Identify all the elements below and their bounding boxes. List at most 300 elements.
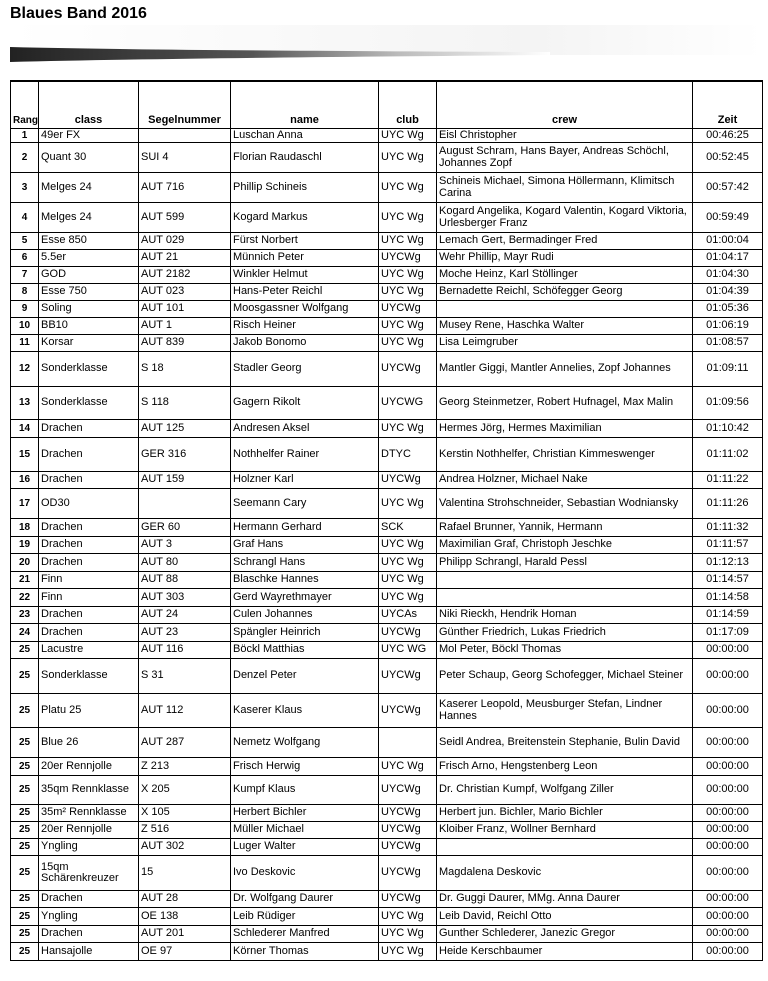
time-cell: 01:00:04	[693, 233, 763, 250]
time-cell: 00:00:00	[693, 856, 763, 891]
rank-cell: 25	[11, 642, 39, 659]
crew-cell: August Schram, Hans Bayer, Andreas Schöchl, Johannes Zopf	[437, 143, 693, 173]
sail-number-cell: S 31	[139, 659, 231, 694]
table-row	[11, 420, 763, 438]
class-cell: Platu 25	[39, 694, 139, 728]
crew-cell: Frisch Arno, Hengstenberg Leon	[437, 758, 693, 776]
crew-cell: Seidl Andrea, Breitenstein Stephanie, Bulin David	[437, 728, 693, 758]
rank-cell: 11	[11, 335, 39, 352]
class-cell: 5.5er	[39, 250, 139, 267]
sail-number-cell: AUT 1	[139, 318, 231, 335]
table-row	[11, 352, 763, 387]
class-cell: 20er Rennjolle	[39, 758, 139, 776]
club-cell: UYCWg	[379, 822, 437, 839]
sail-number-cell: AUT 88	[139, 572, 231, 589]
time-cell: 00:00:00	[693, 694, 763, 728]
crew-cell: Peter Schaup, Georg Schofegger, Michael Steiner	[437, 659, 693, 694]
crew-cell: Schineis Michael, Simona Höllermann, Klimitsch Carina	[437, 173, 693, 203]
class-cell: Hansajolle	[39, 943, 139, 961]
sail-number-cell: X 205	[139, 776, 231, 805]
class-cell: Lacustre	[39, 642, 139, 659]
table-row	[11, 173, 763, 203]
sail-number-cell: AUT 023	[139, 284, 231, 301]
crew-cell: Dr. Christian Kumpf, Wolfgang Ziller	[437, 776, 693, 805]
name-cell: Gagern Rikolt	[231, 387, 379, 420]
sail-number-cell: AUT 112	[139, 694, 231, 728]
crew-cell: Kerstin Nothhelfer, Christian Kimmeswenger	[437, 438, 693, 472]
rank-cell: 25	[11, 891, 39, 908]
time-cell: 01:08:57	[693, 335, 763, 352]
time-cell: 00:00:00	[693, 943, 763, 961]
club-cell: UYCAs	[379, 607, 437, 624]
header-class: class	[39, 81, 139, 129]
table-row	[11, 943, 763, 961]
table-row	[11, 822, 763, 839]
header-name: name	[231, 81, 379, 129]
sail-number-cell: SUI 4	[139, 143, 231, 173]
table-row	[11, 438, 763, 472]
time-cell: 00:00:00	[693, 642, 763, 659]
rank-cell: 25	[11, 926, 39, 943]
sail-number-cell: AUT 28	[139, 891, 231, 908]
name-cell: Nemetz Wolfgang	[231, 728, 379, 758]
time-cell: 01:04:39	[693, 284, 763, 301]
rank-cell: 9	[11, 301, 39, 318]
club-cell: UYC Wg	[379, 318, 437, 335]
rank-cell: 4	[11, 203, 39, 233]
class-cell: Korsar	[39, 335, 139, 352]
rank-cell: 2	[11, 143, 39, 173]
time-cell: 01:04:17	[693, 250, 763, 267]
class-cell: OD30	[39, 489, 139, 519]
name-cell: Münnich Peter	[231, 250, 379, 267]
sail-number-cell: AUT 125	[139, 420, 231, 438]
club-cell: UYC Wg	[379, 203, 437, 233]
name-cell: Schlederer Manfred	[231, 926, 379, 943]
crew-cell	[437, 839, 693, 856]
table-row	[11, 519, 763, 537]
class-cell: BB10	[39, 318, 139, 335]
sail-number-cell: GER 60	[139, 519, 231, 537]
class-cell: Sonderklasse	[39, 352, 139, 387]
name-cell: Müller Michael	[231, 822, 379, 839]
club-cell: SCK	[379, 519, 437, 537]
name-cell: Leib Rüdiger	[231, 908, 379, 926]
crew-cell: Eisl Christopher	[437, 129, 693, 143]
table-row	[11, 607, 763, 624]
name-cell: Phillip Schineis	[231, 173, 379, 203]
results-body	[11, 129, 763, 961]
crew-cell: Mantler Giggi, Mantler Annelies, Zopf Johannes	[437, 352, 693, 387]
club-cell: UYC Wg	[379, 758, 437, 776]
club-cell: UYCWg	[379, 856, 437, 891]
time-cell: 00:00:00	[693, 908, 763, 926]
time-cell: 00:00:00	[693, 776, 763, 805]
crew-cell: Lemach Gert, Bermadinger Fred	[437, 233, 693, 250]
sail-number-cell: AUT 21	[139, 250, 231, 267]
table-row	[11, 728, 763, 758]
rank-cell: 15	[11, 438, 39, 472]
sail-number-cell: AUT 116	[139, 642, 231, 659]
time-cell: 00:00:00	[693, 926, 763, 943]
club-cell: UYCWg	[379, 694, 437, 728]
crew-cell	[437, 301, 693, 318]
rank-cell: 25	[11, 822, 39, 839]
rank-cell: 6	[11, 250, 39, 267]
sail-number-cell: 15	[139, 856, 231, 891]
club-cell: UYC Wg	[379, 943, 437, 961]
rank-cell: 10	[11, 318, 39, 335]
sail-number-cell: OE 97	[139, 943, 231, 961]
club-cell: UYCWg	[379, 624, 437, 642]
name-cell: Kumpf Klaus	[231, 776, 379, 805]
class-cell: Drachen	[39, 519, 139, 537]
table-row	[11, 856, 763, 891]
club-cell: UYC Wg	[379, 129, 437, 143]
club-cell: UYCWg	[379, 352, 437, 387]
time-cell: 01:04:30	[693, 267, 763, 284]
rank-cell: 20	[11, 554, 39, 572]
club-cell: UYCWg	[379, 891, 437, 908]
results-table	[10, 80, 763, 961]
sail-number-cell	[139, 489, 231, 519]
rank-cell: 25	[11, 805, 39, 822]
club-cell: UYC Wg	[379, 908, 437, 926]
class-cell: Drachen	[39, 420, 139, 438]
name-cell: Holzner Karl	[231, 472, 379, 489]
time-cell: 01:14:57	[693, 572, 763, 589]
club-cell: UYCWg	[379, 301, 437, 318]
club-cell: UYCWg	[379, 776, 437, 805]
table-row	[11, 659, 763, 694]
rank-cell: 23	[11, 607, 39, 624]
rank-cell: 16	[11, 472, 39, 489]
name-cell: Hermann Gerhard	[231, 519, 379, 537]
table-row	[11, 472, 763, 489]
club-cell: UYC WG	[379, 642, 437, 659]
rank-cell: 3	[11, 173, 39, 203]
class-cell: Quant 30	[39, 143, 139, 173]
time-cell: 00:00:00	[693, 728, 763, 758]
club-cell: UYC Wg	[379, 335, 437, 352]
class-cell: Drachen	[39, 472, 139, 489]
rank-cell: 25	[11, 659, 39, 694]
rank-cell: 22	[11, 589, 39, 607]
rank-cell: 5	[11, 233, 39, 250]
table-row	[11, 387, 763, 420]
crew-cell: Bernadette Reichl, Schöfegger Georg	[437, 284, 693, 301]
sail-number-cell: OE 138	[139, 908, 231, 926]
time-cell: 00:00:00	[693, 805, 763, 822]
class-cell: 15qm Schärenkreuzer	[39, 856, 139, 891]
class-cell: Drachen	[39, 607, 139, 624]
rank-cell: 7	[11, 267, 39, 284]
name-cell: Stadler Georg	[231, 352, 379, 387]
crew-cell: Kloiber Franz, Wollner Bernhard	[437, 822, 693, 839]
crew-cell: Kaserer Leopold, Meusburger Stefan, Lindner Hannes	[437, 694, 693, 728]
crew-cell: Leib David, Reichl Otto	[437, 908, 693, 926]
club-cell	[379, 728, 437, 758]
name-cell: Spängler Heinrich	[231, 624, 379, 642]
name-cell: Dr. Wolfgang Daurer	[231, 891, 379, 908]
name-cell: Ivo Deskovic	[231, 856, 379, 891]
class-cell: Esse 750	[39, 284, 139, 301]
sail-number-cell: Z 213	[139, 758, 231, 776]
name-cell: Körner Thomas	[231, 943, 379, 961]
name-cell: Hans-Peter Reichl	[231, 284, 379, 301]
table-row	[11, 839, 763, 856]
time-cell: 01:11:26	[693, 489, 763, 519]
sail-number-cell: AUT 839	[139, 335, 231, 352]
table-row	[11, 694, 763, 728]
club-cell: UYCWg	[379, 839, 437, 856]
header-rang: Rang	[11, 81, 39, 129]
table-row	[11, 129, 763, 143]
club-cell: UYC Wg	[379, 537, 437, 554]
club-cell: UYC Wg	[379, 233, 437, 250]
club-cell: UYCWg	[379, 659, 437, 694]
time-cell: 01:11:02	[693, 438, 763, 472]
table-row	[11, 203, 763, 233]
crew-cell	[437, 589, 693, 607]
rank-cell: 1	[11, 129, 39, 143]
rank-cell: 25	[11, 758, 39, 776]
class-cell: 49er FX	[39, 129, 139, 143]
table-row	[11, 642, 763, 659]
time-cell: 01:09:56	[693, 387, 763, 420]
rank-cell: 19	[11, 537, 39, 554]
crew-cell: Günther Friedrich, Lukas Friedrich	[437, 624, 693, 642]
rank-cell: 17	[11, 489, 39, 519]
header-club: club	[379, 81, 437, 129]
sail-number-cell: AUT 2182	[139, 267, 231, 284]
crew-cell: Philipp Schrangl, Harald Pessl	[437, 554, 693, 572]
sail-number-cell: AUT 23	[139, 624, 231, 642]
club-cell: UYC Wg	[379, 173, 437, 203]
table-row	[11, 589, 763, 607]
sail-number-cell: AUT 24	[139, 607, 231, 624]
name-cell: Frisch Herwig	[231, 758, 379, 776]
name-cell: Denzel Peter	[231, 659, 379, 694]
class-cell: 20er Rennjolle	[39, 822, 139, 839]
page-title: Blaues Band 2016	[10, 5, 147, 22]
club-cell: DTYC	[379, 438, 437, 472]
table-row	[11, 805, 763, 822]
sail-number-cell: AUT 599	[139, 203, 231, 233]
sail-number-cell: AUT 201	[139, 926, 231, 943]
table-header-row	[11, 81, 763, 129]
table-row	[11, 554, 763, 572]
class-cell: Melges 24	[39, 203, 139, 233]
rank-cell: 25	[11, 694, 39, 728]
name-cell: Böckl Matthias	[231, 642, 379, 659]
name-cell: Gerd Wayrethmayer	[231, 589, 379, 607]
crew-cell: Andrea Holzner, Michael Nake	[437, 472, 693, 489]
name-cell: Luger Walter	[231, 839, 379, 856]
crew-cell: Heide Kerschbaumer	[437, 943, 693, 961]
sail-number-cell: AUT 287	[139, 728, 231, 758]
rank-cell: 14	[11, 420, 39, 438]
crew-cell: Wehr Phillip, Mayr Rudi	[437, 250, 693, 267]
time-cell: 01:09:11	[693, 352, 763, 387]
class-cell: Esse 850	[39, 233, 139, 250]
time-cell: 00:00:00	[693, 839, 763, 856]
sail-number-cell: AUT 029	[139, 233, 231, 250]
name-cell: Culen Johannes	[231, 607, 379, 624]
class-cell: 35m² Rennklasse	[39, 805, 139, 822]
crew-cell: Gunther Schlederer, Janezic Gregor	[437, 926, 693, 943]
rank-cell: 25	[11, 839, 39, 856]
table-row	[11, 143, 763, 173]
sail-number-cell: AUT 3	[139, 537, 231, 554]
club-cell: UYC Wg	[379, 284, 437, 301]
class-cell: Drachen	[39, 537, 139, 554]
rank-cell: 12	[11, 352, 39, 387]
time-cell: 01:12:13	[693, 554, 763, 572]
name-cell: Herbert Bichler	[231, 805, 379, 822]
sail-number-cell: AUT 716	[139, 173, 231, 203]
club-cell: UYC Wg	[379, 554, 437, 572]
club-cell: UYCWg	[379, 805, 437, 822]
sail-number-cell: S 118	[139, 387, 231, 420]
crew-cell: Musey Rene, Haschka Walter	[437, 318, 693, 335]
time-cell: 00:57:42	[693, 173, 763, 203]
name-cell: Kogard Markus	[231, 203, 379, 233]
rank-cell: 25	[11, 856, 39, 891]
rank-cell: 25	[11, 776, 39, 805]
table-row	[11, 891, 763, 908]
class-cell: Drachen	[39, 926, 139, 943]
header-segelnummer: Segelnummer	[139, 81, 231, 129]
time-cell: 00:00:00	[693, 659, 763, 694]
table-row	[11, 537, 763, 554]
class-cell: Finn	[39, 589, 139, 607]
sail-number-cell: GER 316	[139, 438, 231, 472]
crew-cell: Herbert jun. Bichler, Mario Bichler	[437, 805, 693, 822]
crew-cell	[437, 572, 693, 589]
crew-cell: Valentina Strohschneider, Sebastian Wodniansky	[437, 489, 693, 519]
name-cell: Kaserer Klaus	[231, 694, 379, 728]
time-cell: 00:00:00	[693, 758, 763, 776]
class-cell: Sonderklasse	[39, 659, 139, 694]
table-row	[11, 489, 763, 519]
sail-number-cell: AUT 302	[139, 839, 231, 856]
name-cell: Moosgassner Wolfgang	[231, 301, 379, 318]
club-cell: UYCWG	[379, 387, 437, 420]
club-cell: UYC Wg	[379, 589, 437, 607]
club-cell: UYCWg	[379, 472, 437, 489]
crew-cell: Lisa Leimgruber	[437, 335, 693, 352]
rank-cell: 21	[11, 572, 39, 589]
crew-cell: Kogard Angelika, Kogard Valentin, Kogard Viktoria, Urlesberger Franz	[437, 203, 693, 233]
class-cell: Drachen	[39, 891, 139, 908]
table-row	[11, 758, 763, 776]
name-cell: Nothhelfer Rainer	[231, 438, 379, 472]
sail-number-cell: AUT 101	[139, 301, 231, 318]
club-cell: UYC Wg	[379, 926, 437, 943]
name-cell: Risch Heiner	[231, 318, 379, 335]
sail-number-cell	[139, 129, 231, 143]
table-row	[11, 250, 763, 267]
time-cell: 01:14:58	[693, 589, 763, 607]
rank-cell: 8	[11, 284, 39, 301]
crew-cell: Moche Heinz, Karl Stöllinger	[437, 267, 693, 284]
crew-cell: Maximilian Graf, Christoph Jeschke	[437, 537, 693, 554]
name-cell: Blaschke Hannes	[231, 572, 379, 589]
table-row	[11, 267, 763, 284]
rank-cell: 18	[11, 519, 39, 537]
class-cell: Yngling	[39, 908, 139, 926]
club-cell: UYCWg	[379, 250, 437, 267]
club-cell: UYC Wg	[379, 143, 437, 173]
sail-number-cell: S 18	[139, 352, 231, 387]
time-cell: 00:00:00	[693, 891, 763, 908]
time-cell: 01:14:59	[693, 607, 763, 624]
class-cell: Drachen	[39, 624, 139, 642]
name-cell: Seemann Cary	[231, 489, 379, 519]
table-row	[11, 318, 763, 335]
rank-cell: 25	[11, 943, 39, 961]
table-row	[11, 776, 763, 805]
class-cell: Melges 24	[39, 173, 139, 203]
class-cell: Drachen	[39, 554, 139, 572]
time-cell: 00:59:49	[693, 203, 763, 233]
class-cell: GOD	[39, 267, 139, 284]
class-cell: Blue 26	[39, 728, 139, 758]
class-cell: Drachen	[39, 438, 139, 472]
sail-number-cell: AUT 159	[139, 472, 231, 489]
crew-cell: Dr. Guggi Daurer, MMg. Anna Daurer	[437, 891, 693, 908]
table-row	[11, 284, 763, 301]
rank-cell: 25	[11, 908, 39, 926]
club-cell: UYC Wg	[379, 267, 437, 284]
header-crew: crew	[437, 81, 693, 129]
table-row	[11, 926, 763, 943]
time-cell: 01:05:36	[693, 301, 763, 318]
sail-number-cell: Z 516	[139, 822, 231, 839]
time-cell: 01:11:22	[693, 472, 763, 489]
name-cell: Winkler Helmut	[231, 267, 379, 284]
club-cell: UYC Wg	[379, 420, 437, 438]
crew-cell: Niki Rieckh, Hendrik Homan	[437, 607, 693, 624]
header-zeit: Zeit	[693, 81, 763, 129]
class-cell: Yngling	[39, 839, 139, 856]
table-row	[11, 624, 763, 642]
crew-cell: Rafael Brunner, Yannik, Hermann	[437, 519, 693, 537]
header-swoosh-graphic	[10, 25, 762, 75]
time-cell: 00:52:45	[693, 143, 763, 173]
crew-cell: Georg Steinmetzer, Robert Hufnagel, Max Malin	[437, 387, 693, 420]
name-cell: Luschan Anna	[231, 129, 379, 143]
rank-cell: 25	[11, 728, 39, 758]
sail-number-cell: AUT 303	[139, 589, 231, 607]
club-cell: UYC Wg	[379, 572, 437, 589]
name-cell: Fürst Norbert	[231, 233, 379, 250]
name-cell: Graf Hans	[231, 537, 379, 554]
crew-cell: Magdalena Deskovic	[437, 856, 693, 891]
table-row	[11, 233, 763, 250]
rank-cell: 13	[11, 387, 39, 420]
time-cell: 01:10:42	[693, 420, 763, 438]
time-cell: 01:11:32	[693, 519, 763, 537]
sail-number-cell: X 105	[139, 805, 231, 822]
time-cell: 00:46:25	[693, 129, 763, 143]
class-cell: Soling	[39, 301, 139, 318]
sail-number-cell: AUT 80	[139, 554, 231, 572]
time-cell: 00:00:00	[693, 822, 763, 839]
rank-cell: 24	[11, 624, 39, 642]
club-cell: UYC Wg	[379, 489, 437, 519]
